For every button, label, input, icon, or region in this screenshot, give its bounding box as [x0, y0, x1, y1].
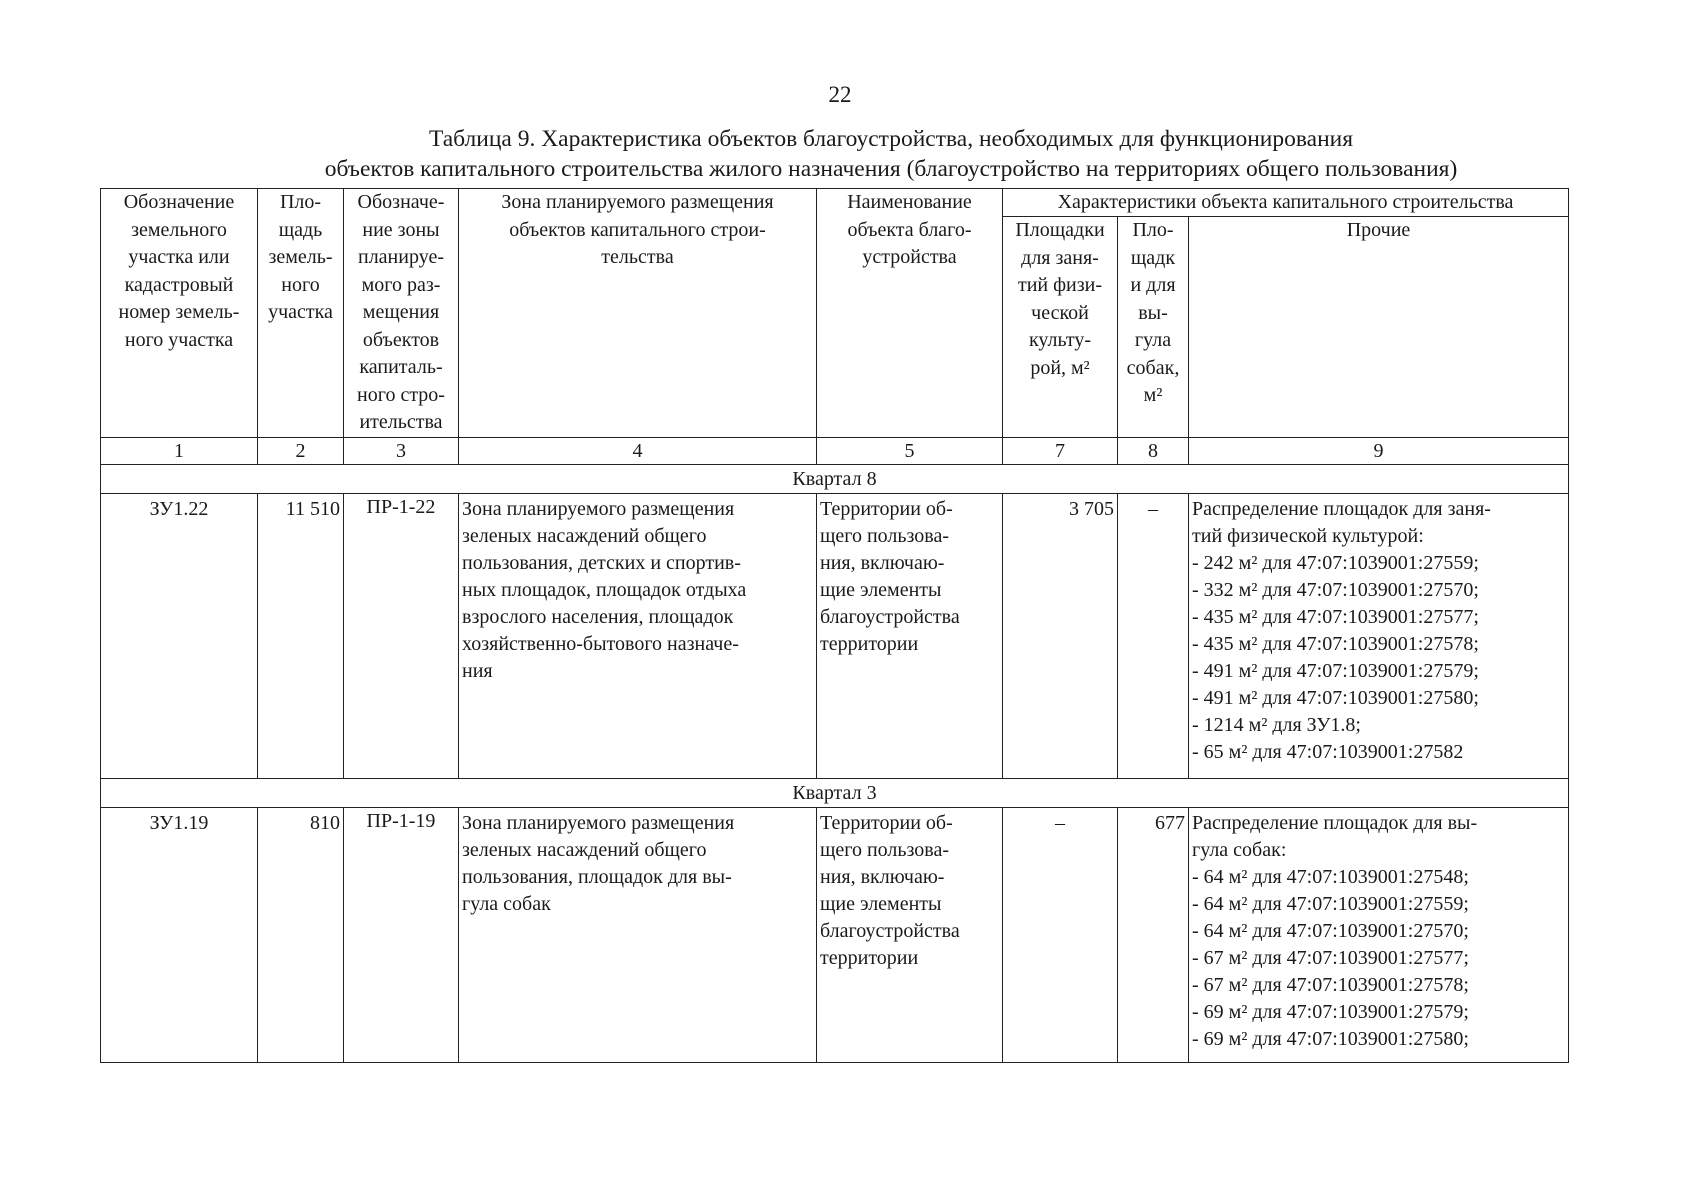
text-line: ного стро-: [357, 383, 445, 406]
cell-text: [820, 496, 999, 658]
column-number: 2: [258, 437, 344, 464]
dog-area-cell: –: [1118, 493, 1189, 778]
text-line: собак,: [1126, 356, 1180, 379]
text-line: пользования, детских и спортив-: [462, 551, 741, 574]
text-line: щадь: [278, 218, 323, 241]
header-text: [104, 189, 254, 354]
text-line: - 67 м² для 47:07:1039001:27578;: [1192, 973, 1469, 996]
text-line: территории: [820, 946, 919, 969]
table-row: [101, 807, 1569, 1062]
cell-text: [462, 496, 813, 685]
text-line: тельства: [601, 246, 674, 268]
text-line: Территории об-: [820, 811, 953, 834]
caption-line: объектов капитального строительства жилого назначения (благоустройство на территориях общего пользования): [324, 156, 1458, 182]
table-row: [101, 493, 1569, 778]
other-cell: [1189, 493, 1569, 778]
text-line: - 491 м² для 47:07:1039001:27579;: [1192, 659, 1479, 682]
text-line: - 64 м² для 47:07:1039001:27548;: [1192, 865, 1469, 888]
header-text: [820, 189, 999, 272]
text-line: ния, включаю-: [820, 551, 945, 574]
header-text: [462, 189, 813, 272]
parcel-cell: ЗУ1.22: [101, 493, 258, 778]
cell-text: [1192, 496, 1565, 766]
text-line: - 69 м² для 47:07:1039001:27580;: [1192, 1027, 1469, 1050]
text-line: мещения: [362, 301, 440, 323]
other-cell: [1189, 807, 1569, 1062]
text-line: - 435 м² для 47:07:1039001:27578;: [1192, 632, 1479, 655]
text-line: благоустройства: [820, 919, 960, 942]
text-line: Распределение площадок для вы-: [1192, 811, 1478, 834]
text-line: участка или: [128, 246, 230, 268]
text-line: кадастровый: [124, 273, 234, 296]
text-line: ных площадок, площадок отдыха: [462, 578, 747, 601]
text-line: гула: [1134, 329, 1172, 351]
text-line: гула собак: [462, 892, 551, 915]
text-line: - 1214 м² для ЗУ1.8;: [1192, 713, 1361, 736]
text-line: м²: [1143, 384, 1163, 406]
text-line: мого раз-: [361, 273, 441, 296]
text-line: объектов капитального строи-: [509, 218, 766, 241]
text-line: устройства: [862, 246, 957, 268]
text-line: территории: [820, 632, 919, 655]
text-line: - 491 м² для 47:07:1039001:27580;: [1192, 686, 1479, 709]
text-line: ного участка: [124, 328, 234, 351]
text-line: объектов: [362, 328, 440, 351]
table-caption: [100, 124, 1682, 184]
column-number: 7: [1003, 437, 1118, 464]
area-cell: 810: [258, 807, 344, 1062]
text-line: Зона планируемого размещения: [501, 191, 774, 213]
text-line: - 65 м² для 47:07:1039001:27582: [1192, 740, 1464, 763]
text-line: - 242 м² для 47:07:1039001:27559;: [1192, 551, 1479, 574]
column-number: 4: [459, 437, 817, 464]
object-name-cell: [817, 493, 1003, 778]
section-header-row: [101, 464, 1569, 493]
text-line: хозяйственно-бытового назначе-: [462, 632, 739, 655]
text-line: взрослого населения, площадок: [462, 605, 734, 628]
text-line: - 435 м² для 47:07:1039001:27577;: [1192, 605, 1479, 628]
text-line: ческой: [1031, 301, 1089, 324]
text-line: ния: [462, 659, 493, 682]
column-number: 1: [101, 437, 258, 464]
text-line: - 69 м² для 47:07:1039001:27579;: [1192, 1000, 1469, 1023]
text-line: гула собак:: [1192, 838, 1287, 861]
text-line: Распределение площадок для заня-: [1192, 497, 1491, 520]
header-dog-area: [1118, 217, 1189, 438]
text-line: ительства: [359, 411, 443, 433]
zone-desc-cell: [459, 493, 817, 778]
text-line: земельного: [131, 218, 227, 241]
text-line: для заня-: [1021, 246, 1099, 269]
text-line: щие элементы: [820, 892, 942, 915]
column-number: 5: [817, 437, 1003, 464]
object-name-cell: [817, 807, 1003, 1062]
parcel-cell: ЗУ1.19: [101, 807, 258, 1062]
column-number: 9: [1189, 437, 1569, 464]
text-line: Обозначение: [123, 191, 235, 213]
text-line: рой, м²: [1030, 356, 1090, 379]
text-line: щадк: [1130, 246, 1176, 269]
text-line: объекта благо-: [847, 218, 972, 241]
cell-text: [462, 810, 813, 918]
header-row: [101, 189, 1569, 217]
text-line: капиталь-: [359, 356, 443, 378]
header-text: [345, 189, 457, 437]
text-line: тий физической культурой:: [1192, 524, 1424, 547]
cell-text: [820, 810, 999, 972]
dog-area-cell: 677: [1118, 807, 1189, 1062]
text-line: - 64 м² для 47:07:1039001:27570;: [1192, 919, 1469, 942]
sport-area-cell: –: [1003, 807, 1118, 1062]
text-line: благоустройства: [820, 605, 960, 628]
text-line: вы-: [1138, 301, 1168, 324]
text-line: Зона планируемого размещения: [462, 497, 735, 520]
text-line: щего пользова-: [820, 524, 950, 547]
header-object-name: [817, 189, 1003, 438]
zone-code-cell: ПР-1-22: [344, 493, 459, 778]
page-number: 22: [828, 82, 852, 107]
column-number: 8: [1118, 437, 1189, 464]
header-group: Характеристики объекта капитального строительства: [1003, 189, 1569, 217]
text-line: и для: [1130, 274, 1176, 296]
text-line: номер земель-: [118, 301, 240, 323]
section-title: Квартал 8: [101, 464, 1569, 493]
text-line: пользования, площадок для вы-: [462, 865, 732, 888]
header-zone-code: [344, 189, 459, 438]
text-line: щие элементы: [820, 578, 942, 601]
text-line: ния, включаю-: [820, 865, 945, 888]
header-text: [259, 189, 342, 327]
cell-text: [1192, 810, 1565, 1053]
sport-area-cell: 3 705: [1003, 493, 1118, 778]
header-parcel: [101, 189, 258, 438]
text-line: Пло-: [279, 191, 322, 213]
header-text: [1119, 217, 1187, 410]
header-other: Прочие: [1189, 217, 1569, 438]
text-line: - 332 м² для 47:07:1039001:27570;: [1192, 578, 1479, 601]
improvement-objects-table: [100, 188, 1569, 1063]
text-line: Обозначе-: [357, 191, 445, 213]
text-line: - 67 м² для 47:07:1039001:27577;: [1192, 946, 1469, 969]
column-number: 3: [344, 437, 459, 464]
header-area: [258, 189, 344, 438]
zone-desc-cell: [459, 807, 817, 1062]
text-line: ного: [281, 273, 320, 296]
text-line: Пло-: [1132, 219, 1174, 241]
header-sport-area: [1003, 217, 1118, 438]
text-line: Зона планируемого размещения: [462, 811, 735, 834]
column-number-row: [101, 437, 1569, 464]
text-line: культу-: [1028, 329, 1092, 351]
section-title: Квартал 3: [101, 778, 1569, 807]
text-line: участка: [268, 301, 333, 323]
text-line: Территории об-: [820, 497, 953, 520]
header-text: [1004, 217, 1116, 382]
text-line: земель-: [268, 246, 333, 268]
caption-line: Таблица 9. Характеристика объектов благоустройства, необходимых для функционирования: [428, 126, 1354, 152]
header-zone-desc: [459, 189, 817, 438]
area-cell: 11 510: [258, 493, 344, 778]
text-line: зеленых насаждений общего: [462, 838, 707, 861]
text-line: - 64 м² для 47:07:1039001:27559;: [1192, 892, 1469, 915]
text-line: щего пользова-: [820, 838, 950, 861]
text-line: тий физи-: [1017, 274, 1103, 296]
section-header-row: [101, 778, 1569, 807]
zone-code-cell: ПР-1-19: [344, 807, 459, 1062]
text-line: зеленых насаждений общего: [462, 524, 707, 547]
text-line: планируе-: [358, 246, 444, 268]
text-line: Площадки: [1015, 219, 1105, 241]
text-line: Наименование: [847, 191, 972, 213]
text-line: ние зоны: [362, 218, 440, 241]
